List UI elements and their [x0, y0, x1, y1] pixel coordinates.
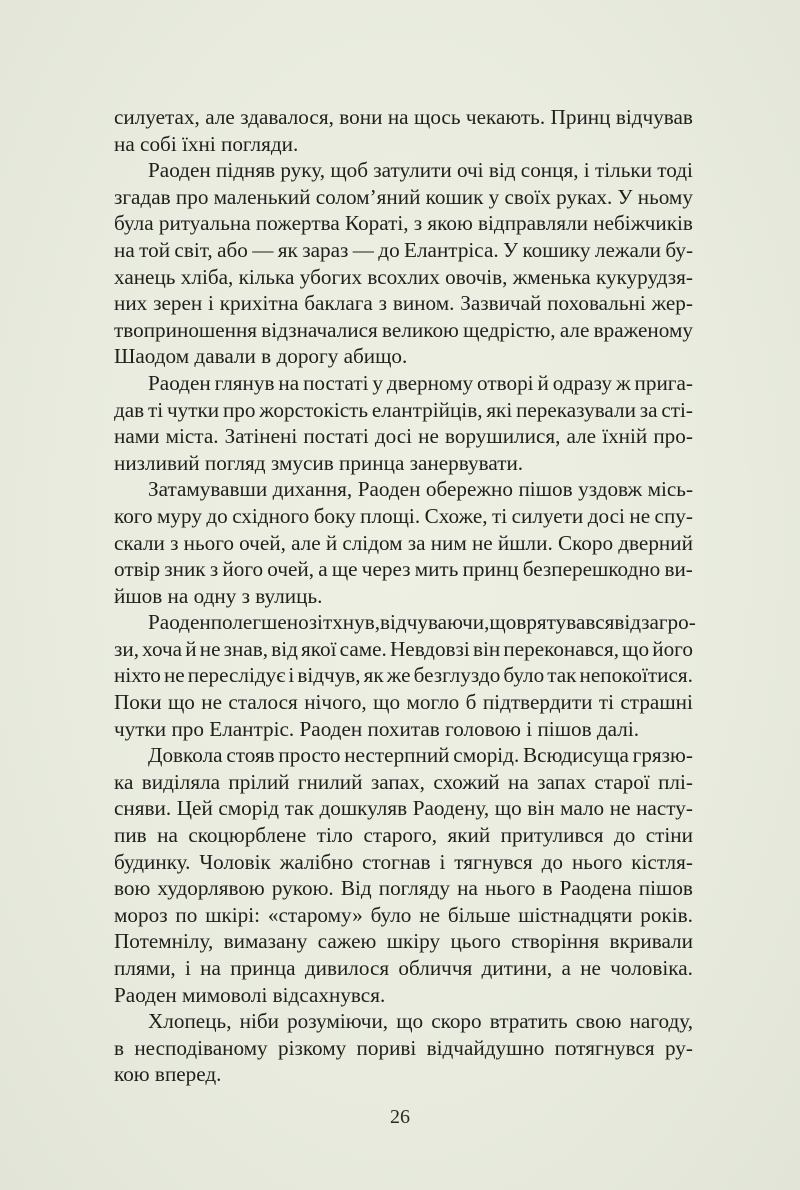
text-line: отвір зник з його очей, а ще через мить принц безперешкодно ви-: [114, 557, 693, 582]
text-line: Раоден глянув на постаті у дверному отворі й одразу ж пригa-: [148, 370, 693, 395]
text-line: мороз по шкірі: «старому» було не більше шістнадцяти років.: [114, 902, 693, 927]
page-number: 26: [390, 1106, 410, 1128]
text-line: Шаодом давали в дорогу абищо.: [114, 344, 408, 369]
text-line: Раоден підняв руку, щоб затулити очі від сонця, і тільки тоді: [148, 158, 693, 183]
text-line: Поки що не сталося нічого, що могло б підтвердити ті страшні: [114, 690, 693, 715]
text-line: кою вперед.: [114, 1062, 222, 1087]
text-line: Потемнілу, вимазану сажею шкіру цього створіння вкривали: [114, 929, 693, 954]
text-line: силуетах, але здавалося, вони на щось чекають. Принц відчував: [114, 105, 693, 129]
text-line: твоприношення відзначалися великою щедрістю, але враженому: [114, 317, 693, 342]
text-line: них зерен і крихітна баклага з вином. Зазвичай поховальні жер-: [114, 291, 693, 316]
text-line: Хлопець, ніби розуміючи, що скоро втратить свою нагоду,: [148, 1009, 693, 1034]
body-text: [114, 104, 696, 1088]
paragraph: [114, 370, 693, 476]
paragraph: [114, 104, 693, 157]
text-line: Раоден мимоволі відсахнувся.: [114, 982, 386, 1007]
text-line: ка виділяла прілий гнилий запах, схожий на запах старої плі-: [114, 769, 693, 794]
text-line: сняви. Цей сморід так дошкуляв Раодену, що він мало не насту-: [114, 796, 693, 821]
text-line: нами міста. Затінені постаті досі не ворушилися, але їхній про-: [114, 424, 693, 449]
paragraph: [114, 742, 693, 1008]
paragraph: [114, 157, 693, 370]
text-line: дав ті чутки про жорстокість елантрійців, які переказували за сті-: [114, 397, 693, 422]
text-line: пив на скоцюрблене тіло старого, який притулився до стіни: [114, 823, 693, 848]
text-line: зи, хоча й не знав, від якої саме. Невдовзі він переконався, що його: [114, 636, 693, 661]
text-line: згадав про маленький солом’яний кошик у своїх руках. У ньому: [114, 184, 693, 209]
text-line: Довкола стояв просто нестерпний сморід. Всюдисуща грязю-: [148, 743, 693, 768]
text-line: чутки про Елантріс. Раоден похитав головою і пішов далі.: [114, 716, 640, 741]
text-line: була ритуальна пожертва Кораті, з якою відправляли небіжчиків: [114, 211, 693, 236]
text-line: вою худорлявою рукою. Від погляду на нього в Раодена пішов: [114, 876, 693, 901]
text-line: будинку. Чоловік жалібно стогнав і тягнувся до нього кістля-: [114, 849, 693, 874]
text-line: ніхто не переслідує і відчув, як же безглуздо було так непокоїтися.: [114, 663, 693, 688]
text-line: Раоден полегшено зітхнув, відчуваючи, що врятувався від загро-: [148, 610, 696, 635]
paragraph: [114, 476, 693, 609]
text-line: на той світ, або — як зараз — до Елантріса. У кошику лежали бу-: [114, 237, 693, 262]
text-line: на собі їхні погляди.: [114, 131, 299, 156]
text-line: Затамувавши дихання, Раоден обережно пішов уздовж місь-: [148, 477, 693, 502]
text-line: плями, і на принца дивилося обличчя дитини, а не чоловіка.: [114, 956, 693, 980]
text-line: низливий погляд змусив принца занервувати.: [114, 450, 524, 475]
text-line: йшов на одну з вулиць.: [114, 583, 323, 608]
text-line: ханець хліба, кілька убогих всохлих овочів, жменька кукурудзя-: [114, 264, 693, 289]
paragraph: [114, 1008, 693, 1088]
text-line: в несподіваному різкому пориві відчайдушно потягнувся ру-: [114, 1035, 693, 1060]
paragraph: [114, 609, 696, 742]
text-line: кого муру до східного боку площі. Схоже, ті силуети досі не спу-: [114, 503, 693, 528]
text-line: скали з нього очей, але й слідом за ним не йшли. Скоро дверний: [114, 530, 693, 555]
